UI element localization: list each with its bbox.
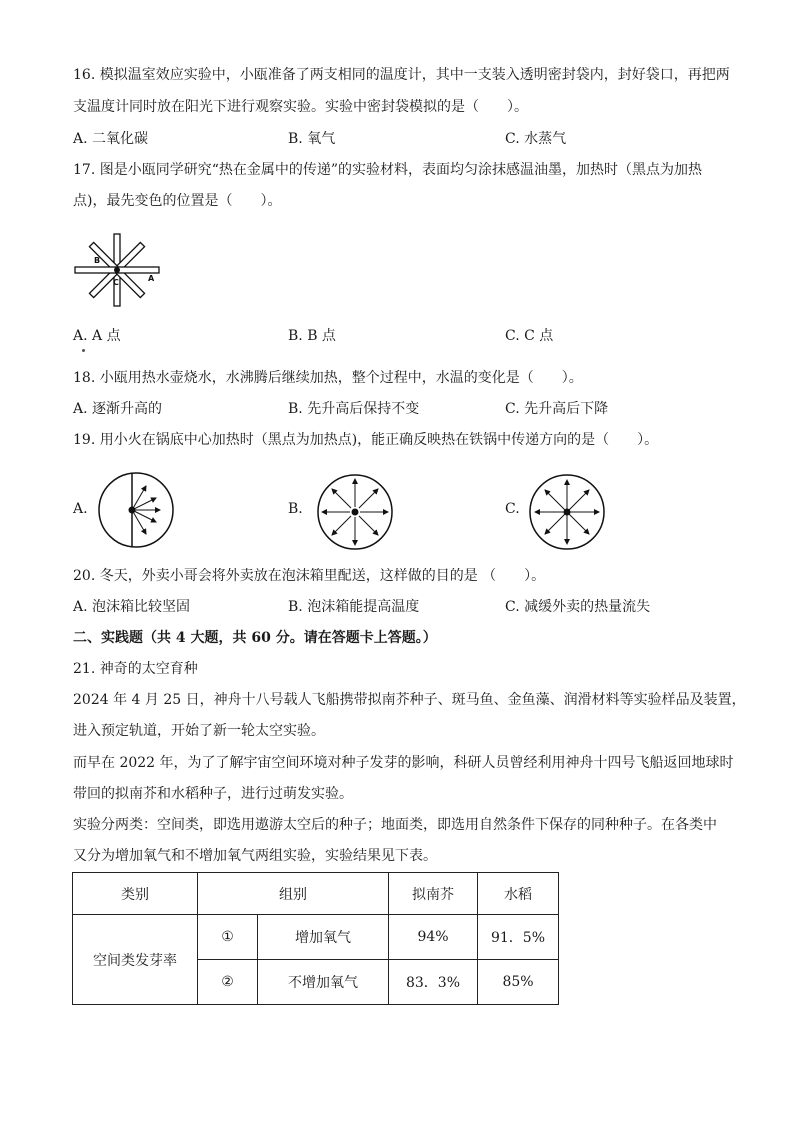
q19-option-a: A. [73,501,88,517]
q21-p2-line2: 带回的拟南芥和水稻种子，进行过萌发实验。 [73,786,353,802]
header-category: 类别 [73,873,198,915]
metal-rods-figure [72,230,162,310]
row-label: 不增加氧气 [258,960,389,1005]
pan-diagram-c [527,472,607,552]
q16-stem-line2: 支温度计同时放在阳光下进行观察实验。实验中密封袋模拟的是（ ）。 [73,99,528,115]
q20-option-b: B. 泡沫箱能提高温度 [288,599,420,615]
row-label: 增加氧气 [258,915,389,960]
q18-option-a: A. 逐渐升高的 [73,401,163,417]
pan-diagram-b [315,472,395,552]
results-table [72,872,559,1005]
q20-option-a: A. 泡沫箱比较坚固 [73,599,191,615]
row-num: ① [198,915,258,960]
q16-option-a: A. 二氧化碳 [73,131,149,147]
q21-p1-line2: 进入预定轨道，开始了新一轮太空实验。 [73,723,325,739]
q16-option-b: B. 氧气 [288,131,336,147]
row-value-arabidopsis: 83．3% [389,960,478,1005]
q21-p1-line1: 2024 年 4 月 25 日，神舟十八号载人飞船携带拟南芥种子、斑马鱼、金鱼藻、润滑材料等实验样品及装置， [73,692,746,708]
q17-option-b: B. B 点 [288,328,336,344]
q17-stem-line2: 点)，最先变色的位置是（ ）。 [73,193,282,209]
stray-mark [82,349,85,352]
q21-p2-line1: 而早在 2022 年，为了了解宇宙空间环境对种子发芽的影响，科研人员曾经利用神舟十四号飞船返回地球时 [73,755,734,771]
q18-option-c: C. 先升高后下降 [505,401,609,417]
q16-stem-line1: 16. 模拟温室效应实验中，小瓯准备了两支相同的温度计，其中一支装入透明密封袋内，封好袋口，再把两 [73,67,730,83]
q19-stem: 19. 用小火在锅底中心加热时（黑点为加热点)，能正确反映热在铁锅中传递方向的是（ ）。 [73,432,659,448]
label-a: A [148,274,155,283]
pan-diagram-a [96,470,176,550]
header-arabidopsis: 拟南芥 [389,873,478,915]
q21-title: 21. 神奇的太空育种 [73,661,198,677]
row-value-rice: 91．5% [478,915,559,960]
table-row [73,915,559,960]
row-value-arabidopsis: 94% [389,915,478,960]
row-num: ② [198,960,258,1005]
q16-option-c: C. 水蒸气 [505,131,567,147]
label-c: C [113,278,119,287]
header-group: 组别 [198,873,389,915]
q17-option-a: A. A 点 [73,328,121,344]
row-value-rice: 85% [478,960,559,1005]
q20-option-c: C. 减缓外卖的热量流失 [505,599,651,615]
q17-option-c: C. C 点 [505,328,554,344]
row-group-label: 空间类发芽率 [73,915,198,1005]
q19-option-b: B. [288,501,303,517]
heating-point-dot [114,267,120,273]
label-b: B [94,256,101,265]
header-rice: 水稻 [478,873,559,915]
table-header-row [73,873,559,915]
q21-p3-line1: 实验分两类：空间类，即选用遨游太空后的种子；地面类，即选用自然条件下保存的同种种子。在各类中 [73,817,717,833]
section-heading: 二、实践题（共 4 大题，共 60 分。请在答题卡上答题。） [73,630,437,646]
q18-option-b: B. 先升高后保持不变 [288,401,420,417]
q21-p3-line2: 又分为增加氧气和不增加氧气两组实验，实验结果见下表。 [73,848,437,864]
q20-stem: 20. 冬天，外卖小哥会将外卖放在泡沫箱里配送，这样做的目的是 （ ）。 [73,568,546,584]
q17-stem-line1: 17. 图是小瓯同学研究“热在金属中的传递”的实验材料，表面均匀涂抹感温油墨，加热时（黑点为加热 [73,162,703,178]
q19-option-c: C. [505,501,520,517]
q18-stem: 18. 小瓯用热水壶烧水，水沸腾后继续加热，整个过程中，水温的变化是（ ）。 [73,370,583,386]
